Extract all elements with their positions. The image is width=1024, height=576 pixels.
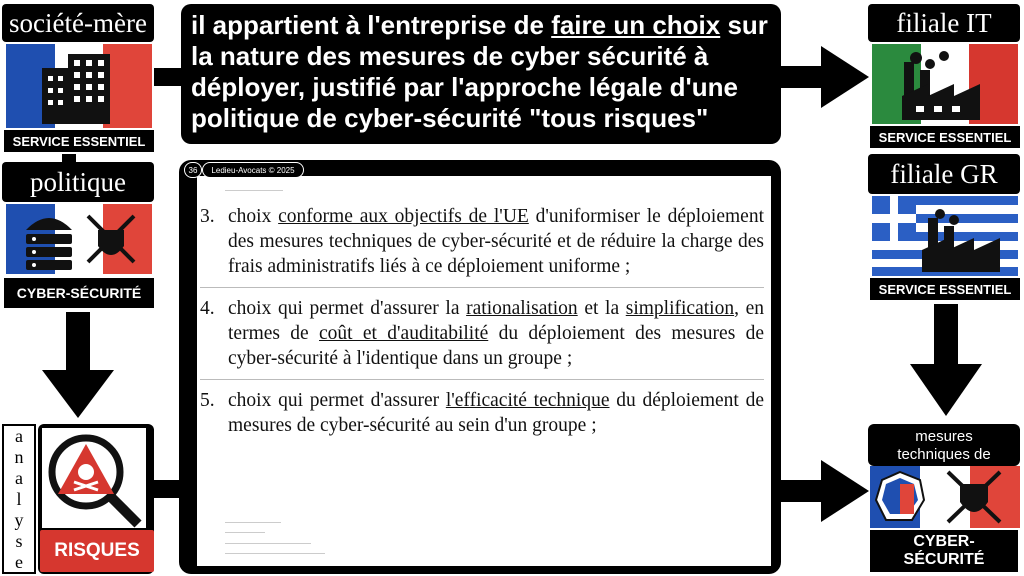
- item-separator: [200, 379, 764, 380]
- item-underlined: rationalisation: [466, 298, 578, 319]
- item-number: 4.: [200, 298, 215, 319]
- doc-rule: [225, 522, 281, 523]
- analyse-letter: l: [16, 489, 22, 509]
- measures-label-line1: mesures: [915, 428, 973, 445]
- shield-swords-icon-right: [944, 468, 1004, 526]
- item-text: du déploiement des mesures de cyber-sécurité à l'identique dans un groupe ;: [228, 323, 764, 369]
- parent-company-label-text: société-mère: [9, 7, 147, 38]
- measures-label-line2: techniques de: [897, 446, 991, 463]
- parent-company-label: [2, 4, 154, 42]
- shield-swords-icon: [84, 212, 138, 268]
- item-underlined: l'efficacité technique: [445, 390, 610, 411]
- item-underlined: conforme aux objectifs de l'UE: [278, 206, 529, 227]
- parent-service-badge: [2, 128, 156, 154]
- headline-box: [181, 4, 781, 144]
- item-body: [228, 296, 764, 371]
- analyse-letter: y: [14, 510, 24, 530]
- measures-badge-line2: SÉCURITÉ: [903, 551, 985, 568]
- headline-underlined: faire un choix: [551, 10, 721, 40]
- analyse-letter: e: [15, 552, 23, 572]
- doc-rule: [225, 553, 325, 554]
- analyse-letter: n: [14, 447, 24, 467]
- item-text: d'uniformiser le déploiement des mesures techniques de cyber-sécurité et de réduire la charge des frais administratifs liés à ce déploiement uniforme ;: [228, 206, 764, 277]
- subsidiary-it-label-text: filiale IT: [896, 7, 992, 38]
- policy-label: [2, 162, 154, 202]
- policy-cyber-badge-text: CYBER-SÉCURITÉ: [16, 285, 142, 301]
- footer-tab: [202, 162, 304, 178]
- risks-badge: [40, 530, 154, 572]
- item-body: [228, 204, 764, 279]
- subsidiary-gr-label: [868, 154, 1020, 194]
- footer-tab-text: Ledieu-Avocats © 2025: [211, 165, 295, 175]
- item-underlined: simplification: [625, 298, 735, 319]
- factory-icon-gr: [916, 208, 1006, 272]
- analyse-letter: s: [15, 531, 23, 551]
- magnifier-skull-icon: [42, 428, 146, 528]
- parent-service-badge-text: SERVICE ESSENTIEL: [12, 133, 146, 149]
- item-underlined: coût et d'auditabilité: [319, 323, 489, 344]
- subsidiary-gr-badge: [868, 276, 1022, 302]
- headline-text-rest: sur la nature des mesures de cyber sécurité à déployer, justifié par l'approche légale d'une politique de cyber-sécurité "tous risques": [191, 10, 768, 133]
- connector-risk-doc: [154, 478, 182, 500]
- item-text: et la: [577, 298, 626, 319]
- arrow-down-right: [906, 304, 986, 420]
- arrow-right-top: [781, 44, 871, 110]
- headline-text-pre: il appartient à l'entreprise de: [191, 10, 552, 40]
- analyse-vertical-label: [2, 424, 36, 574]
- page-number-tab: [184, 162, 202, 178]
- risks-badge-text: RISQUES: [54, 540, 140, 561]
- building-icon: [38, 50, 118, 124]
- item-text: , en termes de: [228, 298, 764, 344]
- subsidiary-it-badge-text: SERVICE ESSENTIEL: [878, 129, 1012, 145]
- doc-rule: [225, 190, 283, 191]
- item-text: choix qui permet d'assurer: [228, 390, 446, 411]
- arrow-right-bottom: [781, 458, 871, 524]
- item-body: [228, 388, 764, 438]
- analyse-letter: a: [15, 468, 23, 488]
- item-text: choix qui permet d'assurer la: [228, 298, 467, 319]
- france-map-icon: [874, 470, 926, 524]
- subsidiary-it-label: [868, 4, 1020, 42]
- analyse-letter: a: [15, 426, 23, 446]
- item-number: 3.: [200, 206, 215, 227]
- page-number: 36: [188, 165, 198, 175]
- subsidiary-gr-label-text: filiale GR: [890, 158, 998, 189]
- policy-cyber-badge: [2, 276, 156, 310]
- measures-label-box: [868, 424, 1020, 466]
- policy-label-text: politique: [30, 166, 126, 197]
- measures-cyber-badge: [868, 528, 1020, 574]
- document-text: [200, 204, 764, 446]
- arrow-right-top-left: [154, 62, 184, 92]
- list-item: [200, 388, 764, 438]
- subsidiary-gr-badge-text: SERVICE ESSENTIEL: [878, 281, 1012, 297]
- list-item: [200, 296, 764, 371]
- subsidiary-it-badge: [868, 124, 1022, 150]
- doc-rule: [225, 543, 311, 544]
- item-number: 5.: [200, 390, 215, 411]
- factory-icon-it: [898, 50, 994, 120]
- doc-rule: [225, 532, 265, 533]
- list-item: [200, 204, 764, 279]
- item-text: du déploiement de mesures de cyber-sécurité au sein d'un groupe ;: [228, 390, 764, 436]
- arrow-down-left: [38, 312, 118, 422]
- umbrella-server-icon: [22, 210, 76, 270]
- item-separator: [200, 287, 764, 288]
- measures-badge-line1: CYBER-: [913, 533, 975, 550]
- item-text: choix: [228, 206, 279, 227]
